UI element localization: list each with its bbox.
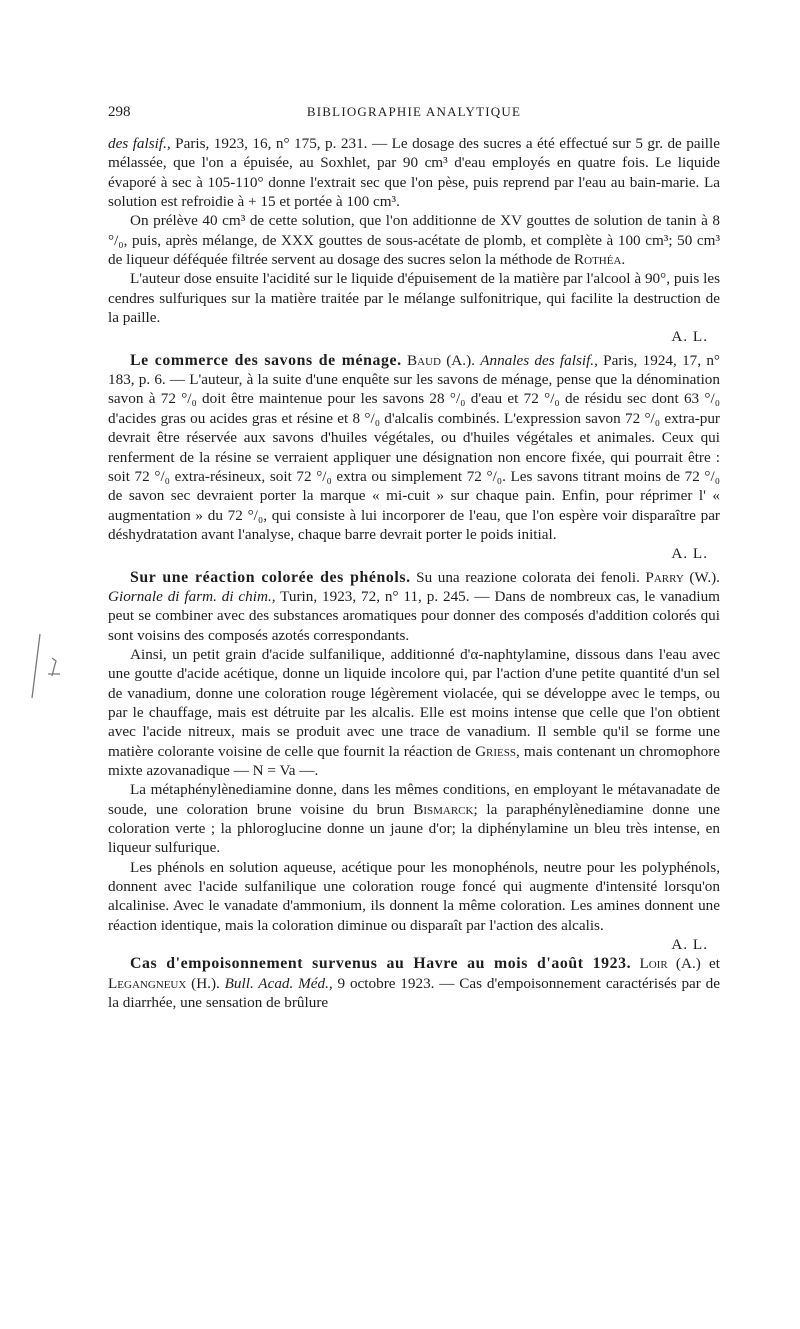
page-header [108,104,720,126]
section4-title: Cas d'empoisonnement survenus au Havre au mois d'août 1923. [130,955,632,973]
section3-title: Sur une réaction colorée des phénols. [130,568,411,586]
section1-signature: A. L. [671,328,708,346]
section3-signature: A. L. [671,936,708,954]
section2-paragraph: Le commerce des savons de ménage. Baud (A.). Annales des falsif., Paris, 1924, 17, n° 183, p. 6. — L'auteur, à la suite d'une enquête sur les savons de ménage, pense que la dénomination savon à 72 °/₀ doit être maintenue pour les savons 28 °/₀ d'eau et 72 °/₀ de résidu sec dont 63 °/₀ d'acides gras ou acides gras et résine et 8 °/₀ d'alcalis combinés. L'expression savon 72 °/₀ extra-pur devrait être réservée aux savons d'huiles végétales, ou d'huiles végétales et animales. Ceux qui renferment de la résine se verraient appliquer une désignation non encore fixée, qui pourrait être : soit 72 °/₀ extra-résineux, soit 72 °/₀ extra ou simplement 72 °/₀. Les savons titrant moins de 72 °/₀ de savon sec devraient porter la marque « mi-cuit » sur chaque pain. Enfin, pour réprimer l' « augmentation » du 72 °/₀, qui consiste à lui incorporer de l'eau, que l'on espère voir disparaître par déshydratation avant l'analyse, chaque barre devrait porter le poids initial. [108,351,721,543]
page-body [108,134,720,1012]
running-title: BIBLIOGRAPHIE ANALYTIQUE [306,104,522,119]
section3-paragraph-1: Sur une réaction colorée des phénols. Su una reazione colorata dei fenoli. Parry (W.). Giornale di farm. di chim., Turin, 1923, 72, n° 11, p. 245. — Dans de nombreux cas, le vanadium peut se combiner avec des substances aromatiques pour donner des composés d'addition colorés qui sont voisins des composés azotés correspondants. [108,568,720,644]
section1-paragraph-3: L'auteur dose ensuite l'acidité sur le liquide d'épuisement de la matière par l'alcool à 90°, puis les cendres sulfuriques sur la matière traitée par le mélange sulfonitrique, qui facilite la destruction de la paille. [108,270,720,327]
section3-paragraph-2: Ainsi, un petit grain d'acide sulfanilique, additionné d'α-naphtylamine, dissous dans l'eau avec une goutte d'acide acétique, donne un liquide incolore qui, par l'action d'une petite quantité d'un sel de vanadium, donne une coloration rouge légèrement violacée, qui se développe avec le temps, ou par le chauffage, mais est détruite par les alcalis. Elle est moins intense que celle que l'on obtient avec l'acide nitreux, mais se produit avec une trace de vanadium. Il semble qu'il se forme une matière colorante voisine de celle que fournit la réaction de Griess, mais contenant un chromophore mixte azovanadique — N = Va —. [108,645,720,779]
section2-signature: A. L. [671,545,708,563]
page-number: 298 [108,104,131,120]
section1-paragraph-1: des falsif., Paris, 1923, 16, n° 175, p. 231. — Le dosage des sucres a été effectué sur 5 gr. de paille mélassée, que l'on a épuisée, au Soxhlet, par 90 cm³ d'eau employés en quatre fois. Le liquide évaporé à sec à 105-110° donne l'extrait sec que l'on pèse, puis reprend par l'eau au bain-marie. La solution est refroidie à + 15 et portée à 100 cm³. [108,135,720,211]
section3-paragraph-4: Les phénols en solution aqueuse, acétique pour les monophénols, neutre pour les polyphénols, donnent avec l'acide sulfanilique une coloration rouge foncé qui augmente d'intensité lorsqu'on alcalinise. Avec le vanadate d'ammonium, ils donnent la même coloration. Les amines donnent une réaction identique, mais la coloration diminue ou disparaît par l'action des alcalis. [108,858,720,934]
section4-paragraph: Cas d'empoisonnement survenus au Havre au mois d'août 1923. Loir (A.) et Legangneux (H.). Bull. Acad. Méd., 9 octobre 1923. — Cas d'empoisonnement caractérisés par de la diarrhée, une sensation de brûlure [108,955,720,1012]
handwritten-margin-mark [26,628,70,700]
section1-paragraph-2: On prélève 40 cm³ de cette solution, que l'on additionne de XV gouttes de solution de tanin à 8 °/₀, puis, après mélange, de XXX gouttes de sous-acétate de plomb, et complète à 100 cm³; 50 cm³ de liqueur déféquée filtrée servent au dosage des sucres selon la méthode de Rothéa. [108,212,720,269]
section2-title: Le commerce des savons de ménage. [130,351,402,369]
section3-paragraph-3: La métaphénylènediamine donne, dans les mêmes conditions, en employant le métavanadate de soude, une coloration brune voisine du brun Bismarck; la paraphénylènediamine donne une coloration verte ; la phloroglucine donne un jaune d'or; la diphénylamine un bleu très intense, en liqueur sulfurique. [108,781,720,857]
